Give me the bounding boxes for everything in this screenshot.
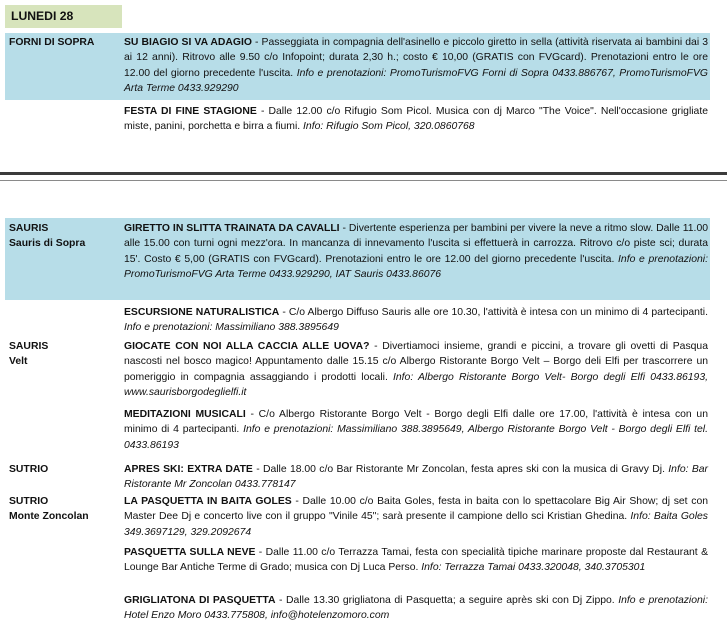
event-entry [124, 545, 708, 576]
place-locality: Velt [9, 356, 28, 368]
place-locality: Sauris di Sopra [9, 238, 86, 250]
event-info: Info: Rifugio Som Picol, 320.0860768 [303, 121, 475, 133]
event-title: LA PASQUETTA IN BAITA GOLES [124, 496, 292, 507]
event-title: GRIGLIATONA DI PASQUETTA [124, 595, 276, 606]
event-info: Info e prenotazioni: PromoTurismoFVG Forni di Sopra 0433.886767, PromoTurismoFVG Arta Terme 0433.929290 [124, 67, 708, 94]
event-entry [124, 305, 708, 336]
event-entry [124, 221, 708, 282]
place-label [9, 339, 117, 370]
event-entry [124, 35, 708, 96]
event-description: - Passeggiata in compagnia dell'asinello e piccolo giretto in sella (attività riservata ai bambini dai 3 ai 12 anni). Ritrovo alle 9.50 c/o Infopoint; durata 2,30 h.; costo € 10,00 (GRATIS con FVGcard). Prenotazioni entro le ore 12.00 del giorno precedente l'uscita. [124, 37, 708, 79]
event-info: Info e prenotazioni: Massimiliano 388.3895649 [124, 322, 339, 334]
event-description: - Dalle 11.00 c/o Terrazza Tamai, festa con specialità tipiche marinare proposte dal Restaurant & Lounge Bar Antiche Terme di Grado; musica con Dj Luca Perso. [124, 547, 708, 574]
place-label [9, 221, 117, 252]
event-description: - Dalle 13.30 grigliatona di Pasquetta; a seguire après ski con Dj Zippo. [275, 595, 619, 606]
event-title: SU BIAGIO SI VA ADAGIO [124, 37, 252, 48]
event-description: - Dalle 10.00 c/o Baita Goles, festa in baita con lo spettacolare Big Air Show; dj set con Master Dee Dj e concerto live con il gruppo "Vinile 45"; sarà presente il campione dello sci Kristian Ghedina. [124, 496, 709, 523]
event-title: GIRETTO IN SLITTA TRAINATA DA CAVALLI [124, 223, 340, 234]
event-title: FESTA DI FINE STAGIONE [124, 106, 257, 117]
event-entry [124, 407, 708, 453]
event-info: Info: Terrazza Tamai 0433.320048, 340.3705301 [421, 562, 646, 574]
event-title: GIOCATE CON NOI ALLA CACCIA ALLE UOVA? [124, 341, 370, 352]
event-title: ESCURSIONE NATURALISTICA [124, 307, 280, 318]
day-header: LUNEDI 28 [5, 5, 122, 28]
event-description: - Divertente esperienza per bambini per vivere la neve a ritmo slow. Dalle 11.00 alle 15.00 con turni ogni mezz'ora. In mancanza di innevamento l'uscita si effettuerà in carrozza. Ritrovo c/o piste sci; durata 15'. Costo € 5,00 (GRATIS con FVGcard). Prenotazioni entro le ore 12.00 del giorno precedente l'uscita. [124, 223, 708, 265]
event-description: - C/o Albergo Diffuso Sauris alle ore 10.30, l'attività è intesa con un minimo di 4 partecipanti. [279, 307, 709, 318]
event-entry [124, 339, 708, 400]
event-info: Info: Albergo Ristorante Borgo Velt- Borgo degli Elfi 0433.86193, www.saurisborgodeglielfi.it [124, 371, 708, 398]
place-locality: Monte Zoncolan [9, 511, 89, 523]
event-description: - C/o Albergo Ristorante Borgo Velt - Borgo degli Elfi dalle ore 17.00, l'attività è intesa con un minimo di 4 partecipanti. [124, 409, 708, 436]
event-description: - Divertiamoci insieme, grandi e piccini, a trovare gli ovetti di Pasqua nascosti nel bosco magico! Appuntamento dalle 15.15 c/o Albergo Ristorante Borgo Velt – Borgo deli Elfi per trascorrere un pomeriggio in compagnia assaggiando i prodotti locali. [124, 341, 708, 383]
event-title: APRES SKI: EXTRA DATE [124, 464, 253, 475]
place-label [9, 494, 117, 525]
event-info: Info e prenotazioni: Hotel Enzo Moro 0433.775808, info@hotelenzomoro.com [124, 595, 708, 622]
place-name: SAURIS [9, 341, 49, 352]
event-title: MEDITAZIONI MUSICALI [124, 409, 246, 420]
place-name: SAURIS [9, 223, 49, 234]
place-name: SUTRIO [9, 464, 49, 475]
event-title: PASQUETTA SULLA NEVE [124, 547, 256, 558]
place-label: FORNI DI SOPRA [9, 37, 95, 48]
place-name: SUTRIO [9, 496, 49, 507]
event-info: Info e prenotazioni: PromoTurismoFVG Arta Terme 0433.929290, IAT Sauris 0433.86076 [124, 253, 708, 280]
event-description: - Dalle 18.00 c/o Bar Ristorante Mr Zoncolan, festa apres ski con la musica di Gravy Dj. [252, 464, 669, 475]
place-label [9, 462, 117, 477]
event-entry [124, 494, 708, 540]
event-entry [124, 593, 708, 624]
event-entry [124, 462, 708, 493]
section-divider-thin [0, 180, 727, 181]
event-entry [124, 104, 708, 135]
event-info: Info e prenotazioni: Massimiliano 388.3895649, Albergo Ristorante Borgo Velt - Borgo degli Elfi tel. 0433.86193 [124, 424, 708, 451]
event-info: Info: Bar Ristorante Mr Zoncolan 0433.778147 [124, 464, 708, 491]
event-description: - Dalle 12.00 c/o Rifugio Som Picol. Musica con dj Marco "The Voice". Nell'occasione grigliate miste, panini, porchetta e birra a fiumi. [124, 106, 709, 133]
section-divider [0, 172, 727, 175]
event-info: Info: Baita Goles 349.3697129, 329.2092674 [124, 511, 708, 538]
